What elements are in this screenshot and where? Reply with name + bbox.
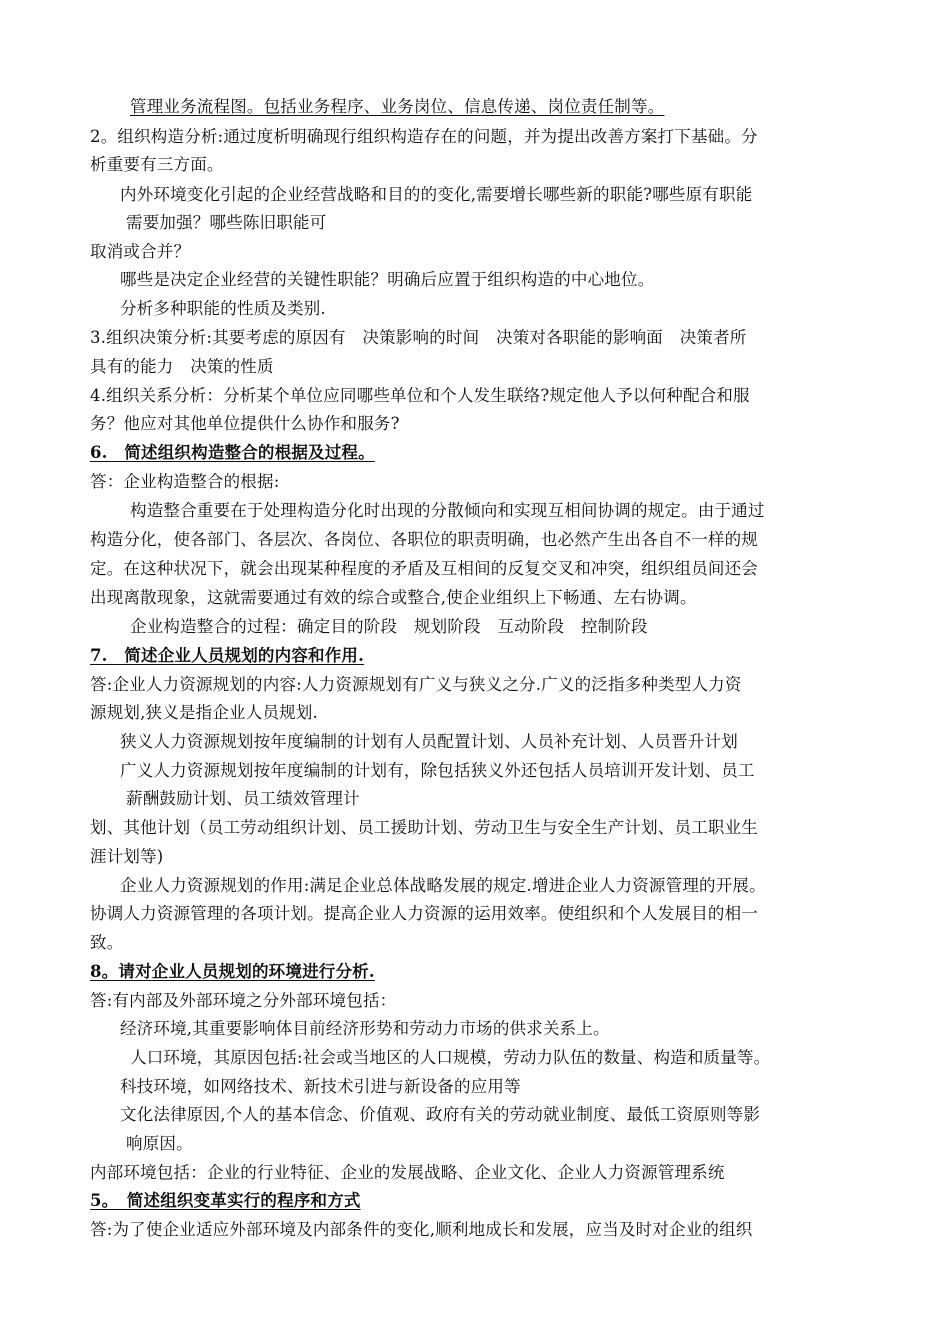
text-line: 出现离散现象，这就需要通过有效的综合或整合,使企业组织上下畅通、左右协调。 (90, 588, 697, 607)
text-line: 致。 (90, 933, 124, 952)
text-line: 4.组织关系分析：分析某个单位应同哪些单位和个人发生联络?规定他人予以何种配合和服 (90, 386, 750, 405)
text-line: 答:有内部及外部环境之分外部环境包括： (90, 991, 397, 1010)
text-line: 狭义人力资源规划按年度编制的计划有人员配置计划、人员补充计划、人员晋升计划 (120, 732, 738, 751)
text-line: 涯计划等) (90, 847, 164, 866)
text-line: 广义人力资源规划按年度编制的计划有，除包括狭义外还包括人员培训开发计划、员工 (120, 761, 755, 780)
text-line: 经济环境,其重要影响体目前经济形势和劳动力市场的供求关系上。 (120, 1019, 610, 1038)
text-line: 哪些是决定企业经营的关键性职能？明确后应置于组织构造的中心地位。 (120, 270, 655, 289)
text-line: 协调人力资源管理的各项计划。提高企业人力资源的运用效率。使组织和个人发展目的相一 (90, 904, 758, 923)
text-line: 答:企业人力资源规划的内容:人力资源规划有广义与狭义之分.广义的泛指多种类型人力资 (90, 675, 742, 694)
text-line: 答:为了使企业适应外部环境及内部条件的变化,顺利地成长和发展，应当及时对企业的组织 (90, 1220, 753, 1239)
text-line: 构造分化，使各部门、各层次、各岗位、各职位的职责明确，也必然产生出各自不一样的规 (90, 530, 758, 549)
text-line: 3.组织决策分析:其要考虑的原因有 决策影响的时间 决策对各职能的影响面 决策者所 (90, 328, 747, 347)
section-heading: 7. 简述企业人员规划的内容和作用. (90, 646, 365, 665)
text-line: 内外环境变化引起的企业经营战略和目的的变化,需要增长哪些新的职能?哪些原有职能 (120, 185, 753, 204)
text-line: 答：企业构造整合的根据: (90, 472, 280, 491)
text-line: 划、其他计划（员工劳动组织计划、员工援助计划、劳动卫生与安全生产计划、员工职业生 (90, 818, 758, 837)
text-line: 企业构造整合的过程：确定目的阶段 规划阶段 互动阶段 控制阶段 (130, 617, 648, 636)
text-line: 企业人力资源规划的作用:满足企业总体战略发展的规定.增进企业人力资源管理的开展。 (120, 876, 766, 895)
text-line: 源规划,狭义是指企业人员规划. (90, 703, 318, 722)
text-line (130, 96, 910, 118)
text-line: 具有的能力 决策的性质 (90, 357, 274, 376)
text-line: 2。组织构造分析:通过度析明确现行组织构造存在的问题，并为提出改善方案打下基础。分 (90, 127, 758, 146)
text-line: 取消或合并？ (90, 242, 191, 261)
section-heading: 6. 简述组织构造整合的根据及过程。 (90, 443, 375, 462)
text-line: 内部环境包括：企业的行业特征、企业的发展战略、企业文化、企业人力资源管理系统 (90, 1163, 725, 1182)
text-line: 科技环境，如网络技术、新技术引进与新设备的应用等 (120, 1077, 521, 1096)
text-line: 构造整合重要在于处理构造分化时出现的分散倾向和实现互相间协调的规定。由于通过 (130, 501, 765, 520)
text-line: 人口环境，其原因包括:社会或当地区的人口规模，劳动力队伍的数量、构造和质量等。 (130, 1048, 771, 1067)
text-line: 分析多种职能的性质及类别. (120, 299, 326, 318)
text-line: 定。在这种状况下，就会出现某种程度的矛盾及互相间的反复交叉和冲突，组织组员间还会 (90, 559, 758, 578)
underlined-text: 管理业务流程图。包括业务程序、业务岗位、信息传递、岗位责任制等。 (130, 97, 665, 116)
section-heading: 8。请对企业人员规划的环境进行分析. (90, 962, 375, 981)
text-line: 响原因。 (126, 1134, 193, 1153)
section-heading: 5。 简述组织变革实行的程序和方式 (90, 1191, 361, 1210)
text-line: 薪酬鼓励计划、员工绩效管理计 (126, 789, 360, 808)
text-line: 务？他应对其他单位提供什么协作和服务? (90, 414, 400, 433)
text-line: 析重要有三方面。 (90, 155, 224, 174)
text-line: 文化法律原因,个人的基本信念、价值观、政府有关的劳动就业制度、最低工资原则等影 (120, 1105, 761, 1124)
text-line: 需要加强？哪些陈旧职能可 (126, 213, 327, 232)
